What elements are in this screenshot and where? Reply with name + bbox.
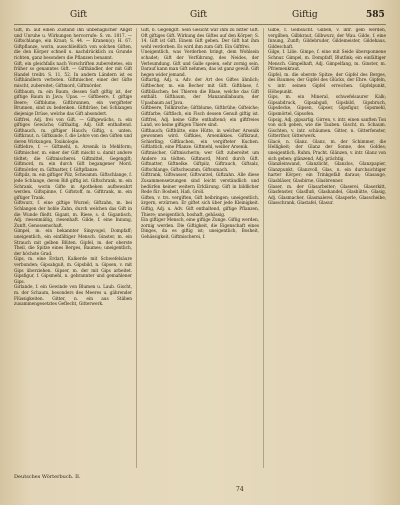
header-left-word: Gift (70, 10, 88, 20)
text-column-1 (14, 28, 132, 468)
entry-paragraph: Gift, n. Gegengift. Sein Gesicht war ihm zu bitter Gift. Oft giftiges Gift. Wirkung des Giftes auf den Körper; S. 14. Gift ist Gift. Einem Gift geben. Der Gift hat ihm wohl verdorben. Es wird ihm zum Gift. Ein Giftfrei. (141, 28, 259, 50)
header-rule (14, 24, 386, 25)
entry-paragraph: Uneigentlich, was Verderben bringt, dem Wohlsein schadet; Gift der Verführung, des Neides, der Verleumdung. Gift und Galle speien, sehr zornig sein. Darauf kann man Gift nehmen, das ist ganz gewiß. Gift hegen wider jemand. (141, 50, 259, 78)
entry-paragraph: Gifthauch; Gifthütte, eine Hütte, in welcher Arsenik gewonnen wird. Giftkies, Arsenikkies. Giftkraut, Schierling; Giftkuchen, ein vergifteter Kuchen. Giftlattich, eine Pflanze. Giftmehl, weißer Arsenik. (141, 128, 259, 151)
entry-paragraph: Ein giftiger Mensch, eine giftige Zunge. Giftig werden, zornig werden. Die Giftigkeit, die Eigenschaft eines Dinges, da es giftig ist; uneigentlich, Bosheit, Gehässigkeit. Giftmischerei, f. (141, 218, 259, 240)
entry-paragraph: Giftartig, Adj. u. Adv. der Art des Giftes ähnlich; Giftbecher, m. ein Becher mit Gift. Giftblase, f. Giftbläschen; bei Thieren die Blase, welche das Gift enthält. Giftbaum, der Manzanillabaum; der Upasbaum auf Java. (141, 78, 259, 106)
entry-paragraph: Gilge, f. Lilie. Gimpe, f. eine mit Seide übersponnene Schnur. Gimpel, m. Dompfaff, Blutfink; ein einfältiger Mensch. Gimpelhaft, Adj. Gimpelfang, m. Ginster, m. Pfriemenkraut. (268, 50, 386, 73)
entry-paragraph: Gips, m. eine Erdart, Kalkerde mit Schwefelsäure verbunden; Gipsabguß, m. Gipsbild, n. Gipsen, v. mit Gips überziehen. Gipser, m. der mit Gips arbeitet. Gipsfigur, f. Gipsmehl, n. gebrannter und gemahlener Gips. (14, 257, 132, 285)
entry-paragraph: Gilbe, f. Gelbsucht. Gilben, v. intr. gelb werden, vergilben. Gilbkraut, Gilbwurz, der Wau. Gilde, f. eine Innung, Zunft; Gildebruder, Gildemeister, Gildehaus, Gildeschaft. (268, 28, 386, 50)
entry-paragraph: Gipfel, m. die oberste Spitze; der Gipfel des Berges, des Baumes; der Gipfel des Glücks, der Ehre. Gipfeln, v. intr. seinen Gipfel erreichen. Gipfelpunkt, Höhepunkt. (268, 72, 386, 95)
entry-paragraph: Gift, m. auf einen Zustand ihn unbehaglicher Angst und Unruhe u. Wirkungen hervorrufe: S. vn. 1817. — Giftschlange, ein Kraut; S. 44. — Kranen(s); H. 67. Giftpflanze, worin, ausschließlich von solchen Giften, die den Körper schnell u. nachdrücklich zu Grunde richten, ganz besonders die Pflanzen benannt. (14, 28, 132, 61)
entry-paragraph: Giften, v. trs. vergiften, Gift beibringen; uneigentlich, ärgern, erzürnen. Er giftet sich über jede Kleinigkeit. Giftig, Adj. u. Adv. Gift enthaltend, giftige Pflanzen, Thiere; uneigentlich, boshaft, gehässig. (141, 195, 259, 218)
entry-paragraph: Giftfrei, Adj. frei von Gift. — Giftgewächs, n. ein giftiges Gewächs; Gifthaltig, Adj. Gift enthaltend. Gifthauch, m. giftiger Hauch; Giftig, s. unten. Giftkraut, n. Giftkunde, f. die Lehre von den Giften und deren Wirkungen, Toxikologie. (14, 117, 132, 145)
entry-paragraph: Glacé, n. Glanz. Glanz, m. der Schimmer, die Helligkeit; der Glanz der Sonne, des Goldes; uneigentlich, Ruhm, Pracht. Glänzen, v. intr. Glanz von sich geben; glänzend, Adj. prächtig. (268, 139, 386, 162)
text-column-3 (268, 28, 386, 468)
entry-paragraph: Gifttrank, Giftwasser, Giftwurzel, Giftzahn. Alle diese Zusammensetzungen sind leicht verständlich und bedürfen keiner weitern Erklärung. Gift in bildlicher Rede für: Bosheit, Haß, Groll. (141, 173, 259, 196)
entry-paragraph: Gimpel, m. ein bekannter Singvogel, Dompfaff; uneigentlich, ein einfältiger Mensch. Ginster, m. ein Strauch mit gelben Blüten. Gipfel, m. der oberste Theil, die Spitze eines Berges, Baumes; uneigentlich, der höchste Grad. (14, 229, 132, 257)
entry-paragraph: Giftbaum, m. ein Baum, dessen Saft giftig ist, der giftige Baum in Java; Upas. — Giftbeere, f. giftige Beere; Giftblume, Giftbrunnen, ein vergifteter Brunnen, sind zu bedenken. Giftdrüse, bei Schlangen diejenige Drüse, welche das Gift absondert. (14, 89, 132, 117)
running-header (0, 10, 400, 24)
column-separator (263, 28, 264, 468)
header-right-word: Giftig (292, 10, 318, 20)
page-footer: Deutsches Wörterbuch. II. (14, 474, 81, 480)
entry-paragraph: Gift, ein gleichfalls nach Vorschriften zubereitetes, ein früher so genanntes Gift. — Gifthändler, der mit Gift Handel treibt: S. 11, 52. In andern Ländern ist es Gifthändlern verboten. Giftmischer, einer der Gifte mischt, zubereitet; Giftmord, Giftmörder. (14, 61, 132, 89)
entry-paragraph: Giftmischer, Giftmischerin; wer Gift zubereitet um Andere zu tödten. Giftmord, Mord durch Gift. Giftnatter, Giftnelke. Giftpilz, Giftrauch, Giftsalz, Giftschlange, Giftschwamm, Giftsumach. (141, 151, 259, 173)
text-column-2 (141, 28, 259, 468)
signature-mark: 74 (236, 486, 244, 493)
entry-paragraph: Giftpilz, m. ein giftiger Pilz, Schwamm. Giftschlange, f. jede Schlange, deren Biß giftig ist. Giftschrank, m. ein Schrank, worin Gifte in Apotheken aufbewahrt werden. Giftspinne, f. Giftstoff, m. Gifttrank, m. ein giftiger Trank. (14, 173, 132, 201)
column-separator (136, 28, 137, 468)
entry-paragraph: Girlande, f. ein Gewinde von Blumen u. Laub. Gischt, m. der Schaum, besonders des Meeres u. gährender Flüssigkeiten. Gitter, n. ein aus Stäben zusammengesetztes Geflecht, Gitterwerk. (14, 285, 132, 308)
entry-paragraph: Giftwurz, f. eine giftige Wurzel; Giftzahn, m. bei Schlangen der hohle Zahn, durch welchen das Gift in die Wunde fließt. Gigant, m. Riese, s. d. Gigantisch, Adj. riesenmäßig, riesenhaft. Gilde, f. eine Innung, Zunft, Genossenschaft. (14, 201, 132, 229)
entry-paragraph: Gipsig, Adj. gipsartig. Girren, v. intr. einen sanften Ton von sich geben, wie die Tauben. Gischt, m. Schaum. Gischten, v. intr. schäumen. Gitter, n. Gitterfenster, Gitterthor, Gitterwerk. (268, 117, 386, 140)
entry-paragraph: Giftlehre, f. — Giftmehl, n. Arsenik in Mehlform; Giftmischer, m. einer der Gift mischt u. damit andere tödtet; die Giftmischerei. Giftmittel, Gegengift; Giftmord, m. ein durch Gift begangener Mord. Giftmörder, m. Giftnatter, f. Giftpflanze. (14, 145, 132, 173)
header-middle-word: Gift (190, 10, 208, 20)
entry-paragraph: Glaser, m. der Glasarbeiter; Glaserei, Glaserkitt, Glasfenster, Glasfluß, Glashandel, Glashütte, Glasig, Adj. Glasmacher, Glasmalerei, Glasperle, Glasscheibe, Glasschrank, Glastafel, Glasur. (268, 184, 386, 207)
entry-paragraph: Giftbeere, Tollkirsche; Giftblume, Giftbrühe; Gifteiche; Giftfarbe; Giftfisch, ein Fisch dessen Genuß giftig ist. Giftfrei, Adj. keine Gifte enthaltend; ein giftfreies Land, wo keine giftigen Thiere sind. (141, 106, 259, 129)
entry-paragraph: Gips, m. ein Mineral, schwefelsaurer Kalk; Gipsabdruck, Gipsabguß, Gipsbild, Gipsbruch, Gipsdecke, Gipsen, Gipser, Gipsfigur, Gipsmehl, Gipsmörtel, Gipsofen. (268, 95, 386, 117)
entry-paragraph: Glanzleinwand, Glanzlicht, Glanzlos, Glanzpapier, Glanzpunkt, Glanzvoll. Glas, n. ein durchsichtiger harter Körper; ein Trinkgefäß daraus; Glasauge, Glasbläser, Glasbirne, Glasbrenner. (268, 162, 386, 185)
page-number: 585 (366, 10, 385, 20)
